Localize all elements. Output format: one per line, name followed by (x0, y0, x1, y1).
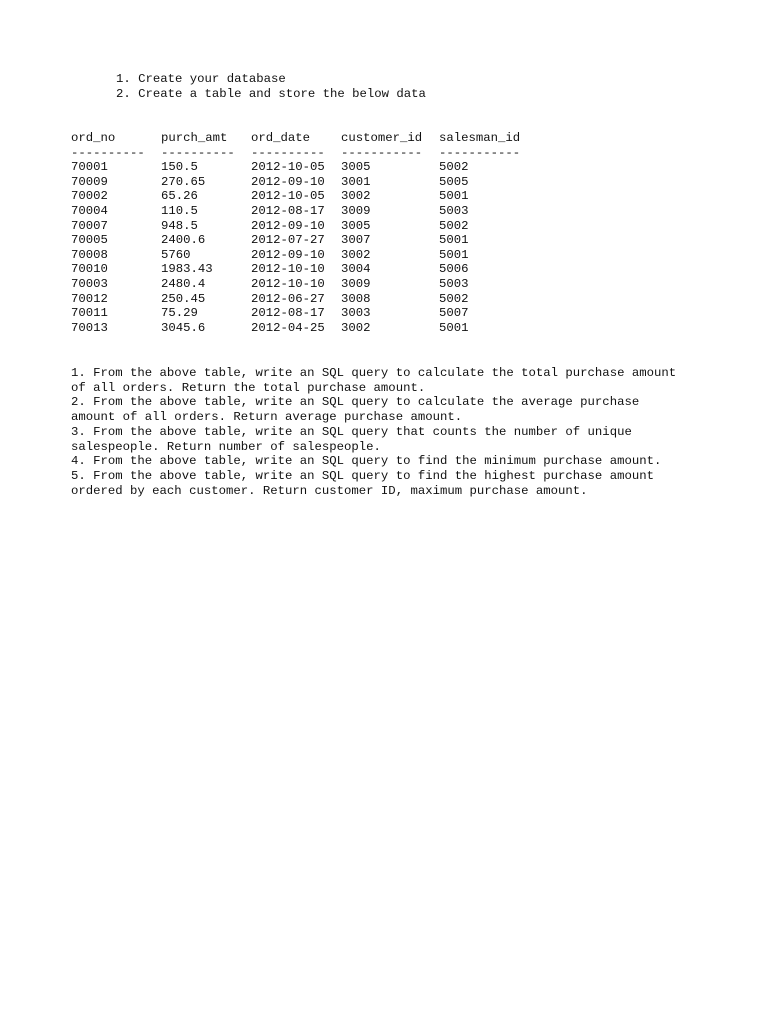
cell-ord-no: 70001 (71, 160, 108, 175)
table-row (71, 160, 529, 175)
instruction-item: 1. Create your database (116, 72, 286, 86)
question-line: amount of all orders. Return average purchase amount. (71, 410, 463, 425)
cell-customer-id: 3007 (341, 233, 371, 248)
cell-purch-amt: 2400.6 (161, 233, 206, 248)
question-line: salespeople. Return number of salespeople. (71, 439, 381, 454)
cell-purch-amt: 150.5 (161, 160, 198, 175)
table-separator-row (71, 146, 529, 161)
cell-purch-amt: 250.45 (161, 291, 206, 306)
cell-ord-no: 70007 (71, 218, 108, 233)
question-line: ordered by each customer. Return customer ID, maximum purchase amount. (71, 483, 588, 498)
table-row (71, 189, 529, 204)
cell-customer-id: 3002 (341, 189, 371, 204)
cell-salesman-id: 5006 (439, 262, 469, 277)
separator-cell: ---------- (251, 145, 325, 160)
cell-ord-date: 2012-09-10 (251, 247, 325, 262)
table-header-row (71, 131, 529, 146)
cell-ord-no: 70013 (71, 320, 108, 335)
question-line: 5. From the above table, write an SQL query to find the highest purchase amount (71, 468, 654, 483)
cell-ord-date: 2012-10-05 (251, 160, 325, 175)
cell-salesman-id: 5007 (439, 306, 469, 321)
cell-ord-date: 2012-10-10 (251, 262, 325, 277)
cell-salesman-id: 5002 (439, 218, 469, 233)
cell-customer-id: 3008 (341, 291, 371, 306)
table-row (71, 175, 529, 190)
cell-salesman-id: 5003 (439, 203, 469, 218)
table-row (71, 277, 529, 292)
cell-purch-amt: 75.29 (161, 306, 198, 321)
cell-ord-date: 2012-10-05 (251, 189, 325, 204)
cell-salesman-id: 5001 (439, 189, 469, 204)
question-line: 4. From the above table, write an SQL query to find the minimum purchase amount. (71, 454, 662, 469)
table-row (71, 204, 529, 219)
separator-cell: ---------- (71, 145, 145, 160)
cell-ord-date: 2012-09-10 (251, 218, 325, 233)
cell-ord-date: 2012-08-17 (251, 203, 325, 218)
cell-customer-id: 3002 (341, 320, 371, 335)
cell-ord-date: 2012-08-17 (251, 306, 325, 321)
orders-table (71, 131, 529, 335)
header-salesman-id: salesman_id (439, 131, 521, 145)
cell-ord-no: 70009 (71, 174, 108, 189)
cell-customer-id: 3004 (341, 262, 371, 277)
cell-purch-amt: 2480.4 (161, 276, 206, 291)
cell-ord-no: 70005 (71, 233, 108, 248)
cell-salesman-id: 5001 (439, 247, 469, 262)
cell-salesman-id: 5002 (439, 291, 469, 306)
cell-ord-date: 2012-09-10 (251, 174, 325, 189)
table-row (71, 262, 529, 277)
instructions-list (116, 72, 426, 101)
cell-customer-id: 3009 (341, 276, 371, 291)
cell-ord-date: 2012-07-27 (251, 233, 325, 248)
cell-ord-no: 70004 (71, 203, 108, 218)
table-row (71, 219, 529, 234)
cell-ord-date: 2012-06-27 (251, 291, 325, 306)
questions-section (71, 366, 711, 498)
question-line: 3. From the above table, write an SQL query that counts the number of unique (71, 424, 632, 439)
table-row (71, 321, 529, 336)
header-purch-amt: purch_amt (161, 131, 228, 145)
cell-salesman-id: 5001 (439, 233, 469, 248)
cell-customer-id: 3001 (341, 174, 371, 189)
question-line: 1. From the above table, write an SQL query to calculate the total purchase amount (71, 366, 677, 380)
table-row (71, 248, 529, 263)
cell-ord-no: 70011 (71, 306, 108, 321)
table-row (71, 306, 529, 321)
cell-ord-date: 2012-10-10 (251, 276, 325, 291)
separator-cell: ---------- (161, 145, 235, 160)
cell-customer-id: 3005 (341, 160, 371, 175)
cell-ord-no: 70003 (71, 276, 108, 291)
cell-ord-date: 2012-04-25 (251, 320, 325, 335)
table-row (71, 292, 529, 307)
instruction-item: 2. Create a table and store the below data (116, 86, 426, 101)
cell-purch-amt: 110.5 (161, 203, 198, 218)
separator-cell: ----------- (439, 145, 521, 160)
cell-ord-no: 70002 (71, 189, 108, 204)
cell-ord-no: 70008 (71, 247, 108, 262)
table-row (71, 233, 529, 248)
header-ord-no: ord_no (71, 131, 116, 145)
cell-purch-amt: 948.5 (161, 218, 198, 233)
cell-salesman-id: 5005 (439, 174, 469, 189)
cell-salesman-id: 5001 (439, 320, 469, 335)
cell-purch-amt: 3045.6 (161, 320, 206, 335)
cell-purch-amt: 65.26 (161, 189, 198, 204)
cell-customer-id: 3002 (341, 247, 371, 262)
question-line: 2. From the above table, write an SQL query to calculate the average purchase (71, 395, 640, 410)
cell-salesman-id: 5002 (439, 160, 469, 175)
cell-ord-no: 70012 (71, 291, 108, 306)
header-customer-id: customer_id (341, 131, 423, 145)
cell-purch-amt: 270.65 (161, 174, 206, 189)
cell-ord-no: 70010 (71, 262, 108, 277)
cell-customer-id: 3009 (341, 203, 371, 218)
cell-purch-amt: 1983.43 (161, 262, 213, 277)
cell-customer-id: 3003 (341, 306, 371, 321)
separator-cell: ----------- (341, 145, 423, 160)
cell-purch-amt: 5760 (161, 247, 191, 262)
cell-customer-id: 3005 (341, 218, 371, 233)
question-line: of all orders. Return the total purchase amount. (71, 380, 426, 395)
cell-salesman-id: 5003 (439, 276, 469, 291)
header-ord-date: ord_date (251, 131, 311, 145)
